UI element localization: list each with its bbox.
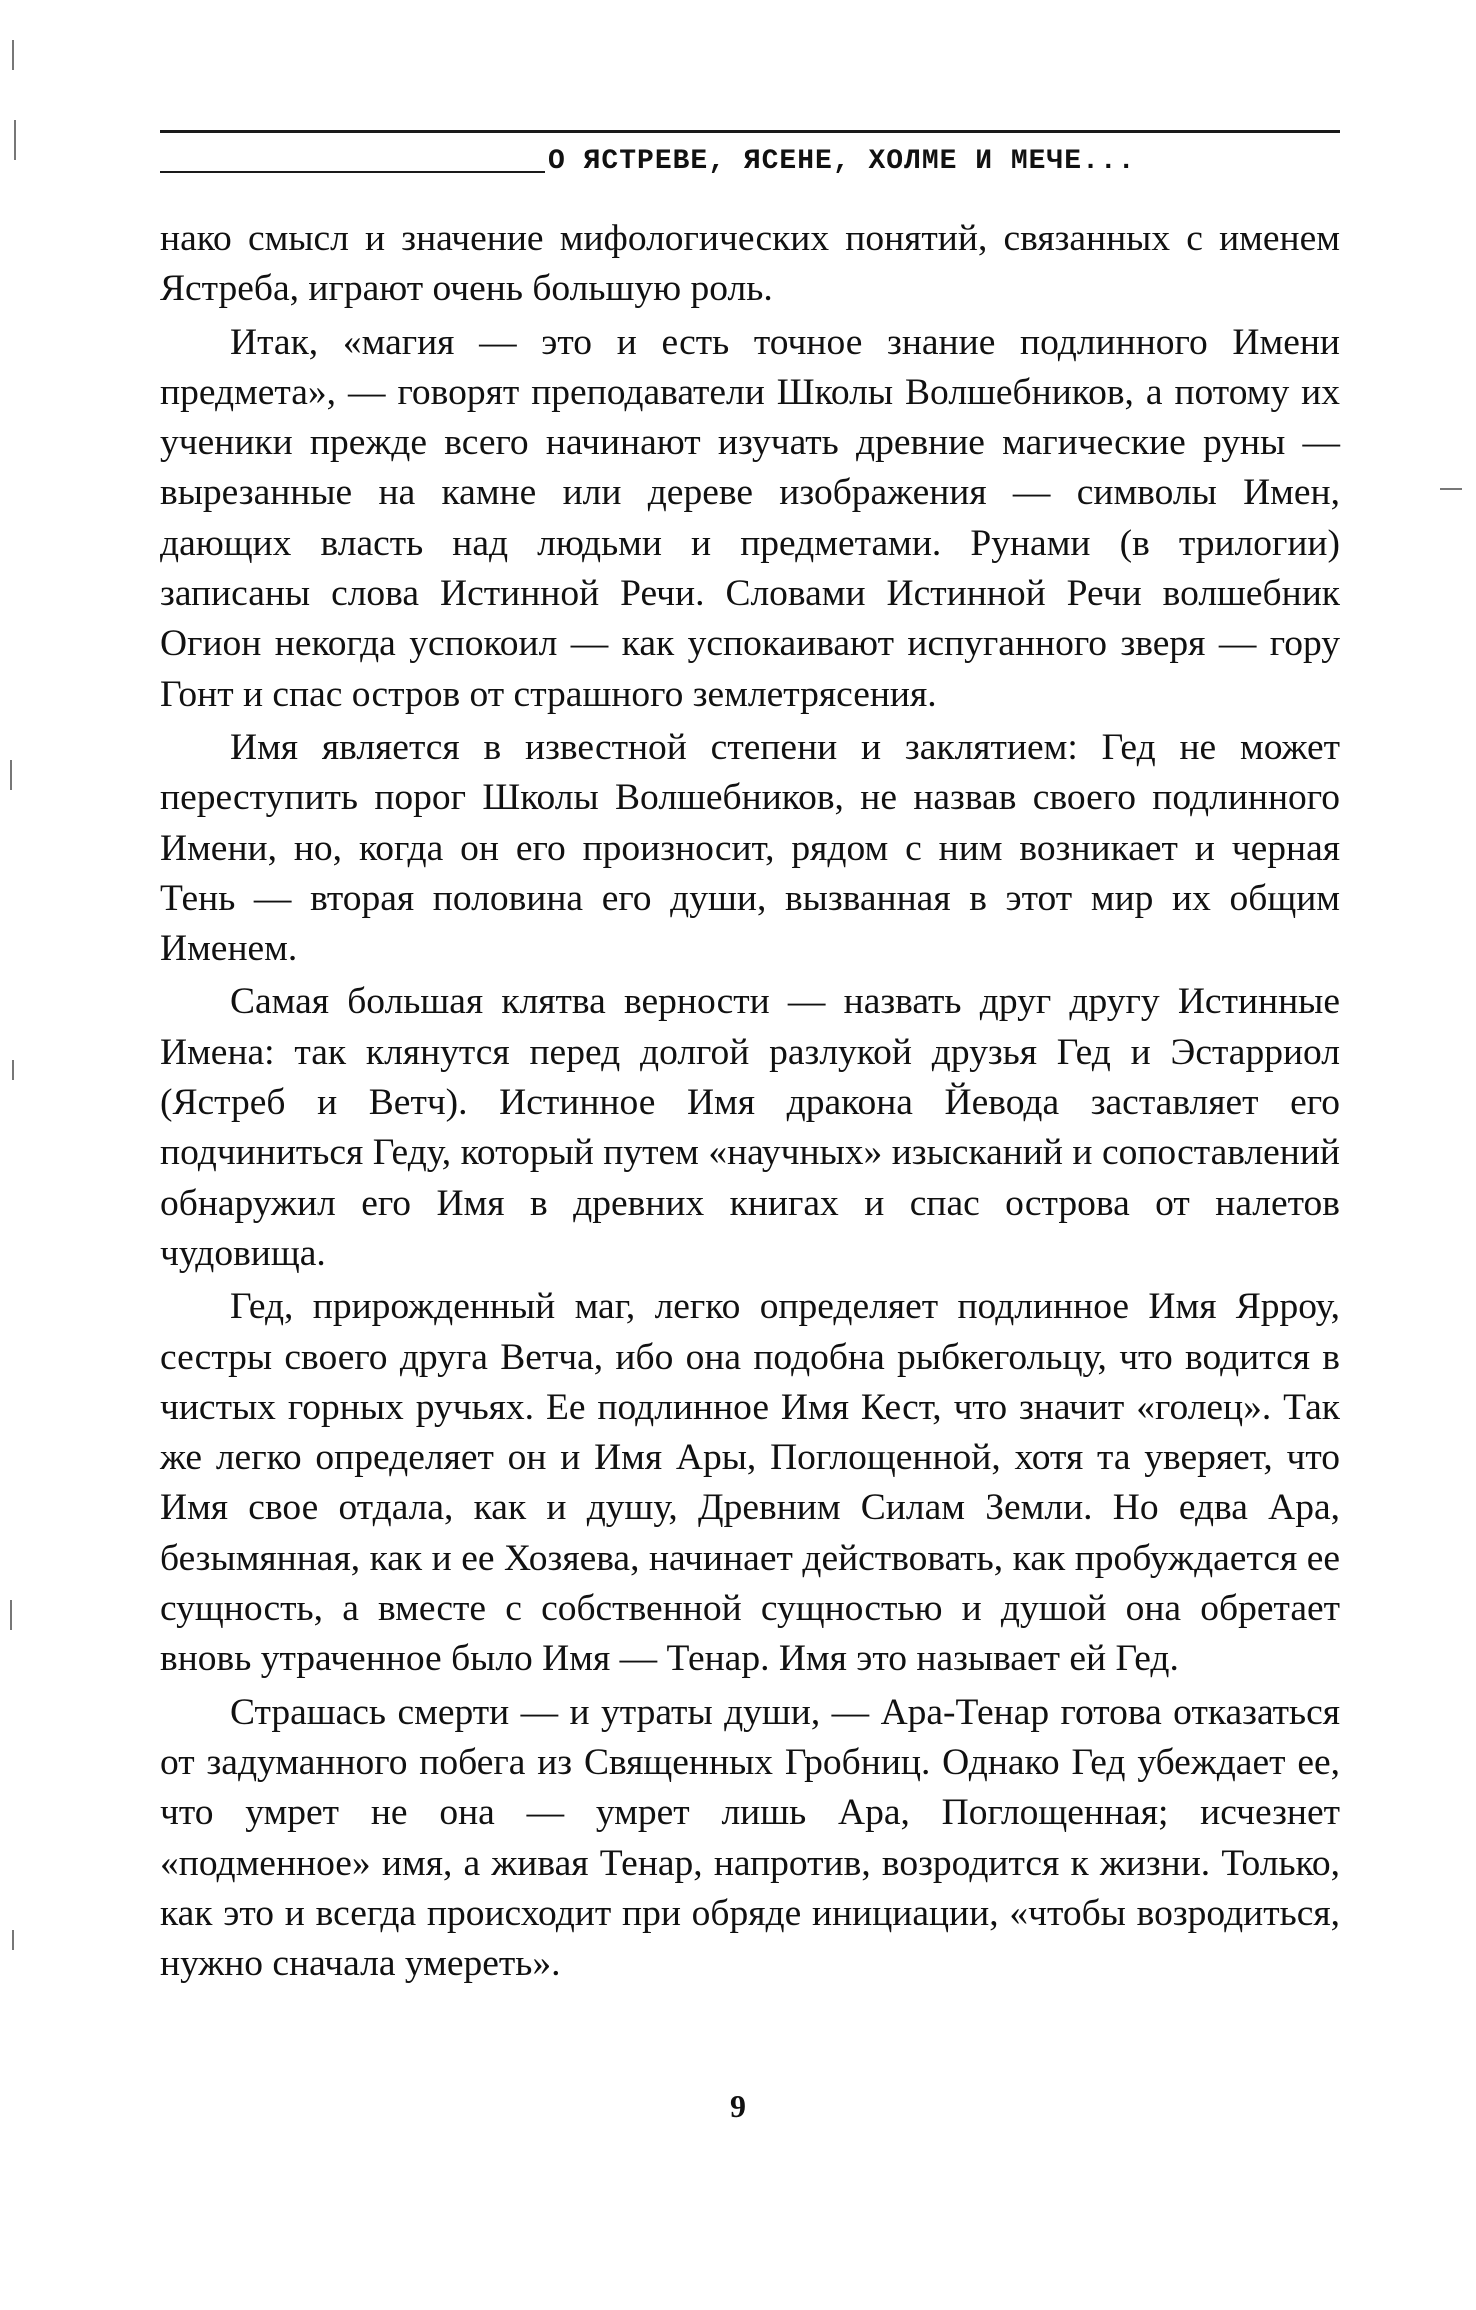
- running-title: О ЯСТРЕВЕ, ЯСЕНЕ, ХОЛМЕ И МЕЧЕ...: [548, 146, 1136, 177]
- scan-margin-mark: [12, 1930, 14, 1950]
- page-number: 9: [730, 2088, 746, 2124]
- main-text: [160, 214, 1340, 1989]
- paragraph: Самая большая клятва верности — назвать друг другу Истинные Имена: так клянутся перед долгой разлукой друзья Гед и Эстарриол (Ястреб и Ветч). Истинное Имя дракона Йевода заставляет его подчиниться Геду, который путем «научных» изысканий и сопоставлений обнаружил его Имя в древних книгах и спас острова от налетов чудовища.: [160, 981, 1340, 1274]
- paragraph: Страшась смерти — и утраты души, — Ара-Тенар готова отказаться от задуманного побега из Священных Гробниц. Однако Гед убеждает ее, что умрет не она — умрет лишь Ара, Поглощенная; исчезнет «подменное» имя, а живая Тенар, напротив, возродится к жизни. Только, как это и всегда происходит при обряде инициации, «чтобы возродиться, нужно сначала умереть».: [160, 1691, 1340, 1985]
- paragraph: Итак, «магия — это и есть точное знание подлинного Имени предмета», — говорят преподаватели Школы Волшебников, а потому их ученики прежде всего начинают изучать древние магические руны — вырезанные на камне или дереве изображения — символы Имен, дающих власть над людьми и предметами. Рунами (в трилогии) записаны слова Истинной Речи. Словами Истинной Речи волшебник Огион некогда успокоил — как успокаивают испуганного зверя — гору Гонт и спас остров от страшного землетрясения.: [160, 321, 1340, 715]
- scan-margin-mark: [1440, 488, 1462, 490]
- paragraph: Имя является в известной степени и заклятием: Гед не может переступить порог Школы Волшебников, не назвав своего подлинного Имени, но, когда он его произносит, рядом с ним возникает и черная Тень — вторая половина его души, вызванная в этот мир их общим Именем.: [160, 726, 1340, 970]
- header-leader-line: [160, 171, 545, 173]
- scan-margin-mark: [10, 1600, 12, 1630]
- paragraph: Гед, прирожденный маг, легко определяет подлинное Имя Ярроу, сестры своего друга Ветча, ибо она подобна рыбкегольцу, что водится в чистых горных ручьях. Ее подлинное Имя Кест, что значит «голец». Так же легко определяет он и Имя Ары, Поглощенной, хотя та уверяет, что Имя свое отдала, как и душу, Древним Силам Земли. Но едва Ара, безымянная, как и ее Хозяева, начинает действовать, как пробуждается ее сущность, а вместе с собственной сущностью и душой она обретает вновь утраченное было Имя — Тенар. Имя это называет ей Гед.: [160, 1286, 1340, 1680]
- scan-margin-mark: [12, 40, 14, 70]
- scan-margin-mark: [14, 120, 16, 160]
- scan-margin-mark: [12, 1060, 14, 1080]
- paragraph-continuation: нако смысл и значение мифологических понятий, связанных с именем Ястреба, играют очень большую роль.: [160, 218, 1340, 310]
- header-top-rule: [160, 130, 1340, 133]
- running-header: [160, 130, 1340, 182]
- scan-margin-mark: [10, 760, 12, 790]
